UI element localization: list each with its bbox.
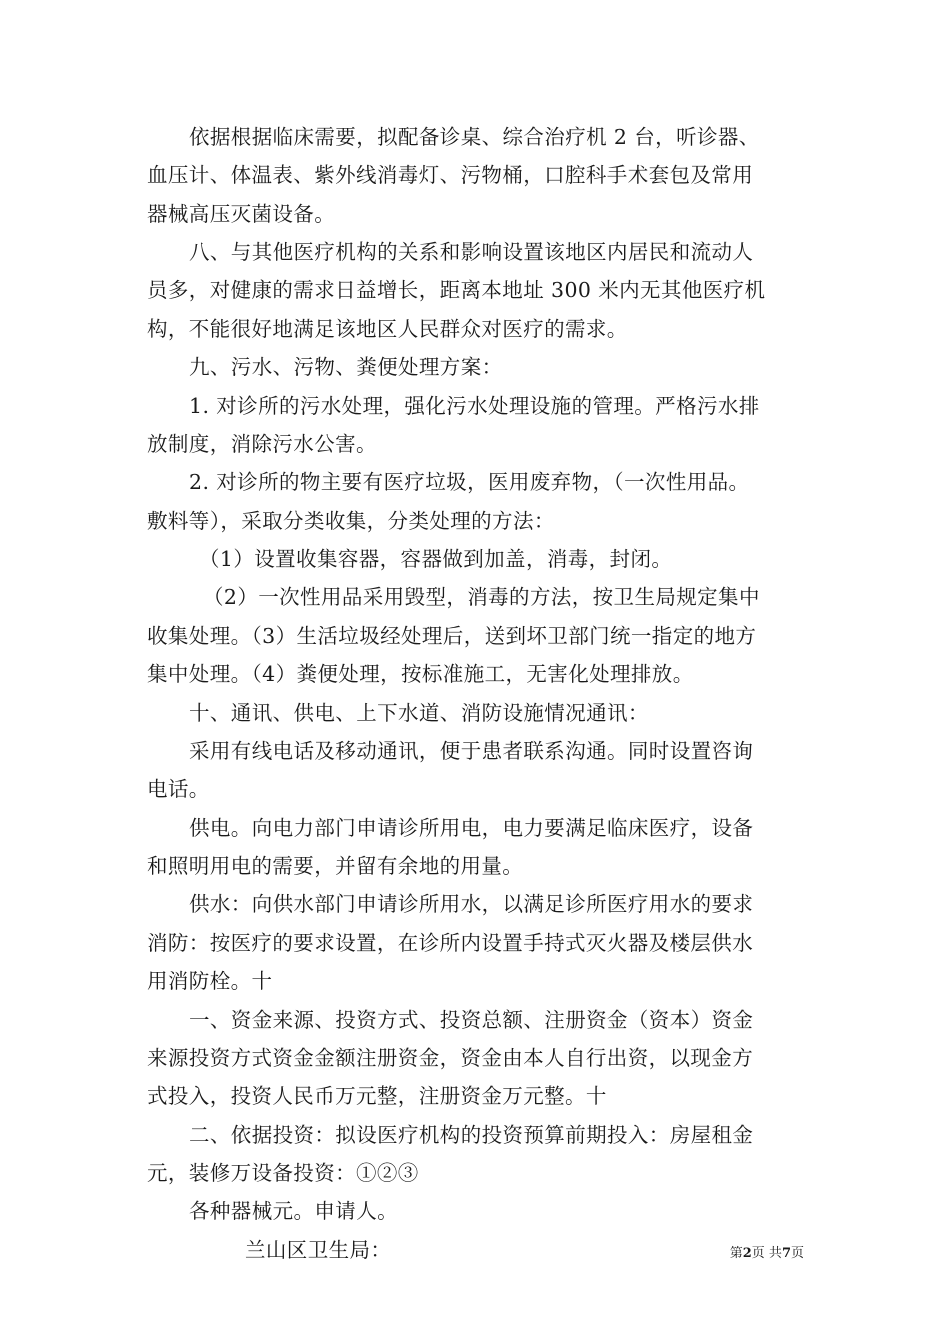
text-line: （2）一次性用品采用毁型，消毒的方法，按卫生局规定集中 bbox=[203, 585, 760, 609]
text-line: 集中处理。（4）粪便处理，按标准施工，无害化处理排放。 bbox=[147, 662, 694, 686]
footer-prefix: 第 bbox=[729, 1246, 743, 1261]
text-line: 1. 对诊所的污水处理，强化污水处理设施的管理。严格污水排 bbox=[189, 394, 760, 418]
section-heading: 十、通讯、供电、上下水道、消防设施情况通讯： bbox=[189, 701, 649, 725]
text-line: 放制度，消除污水公害。 bbox=[147, 432, 377, 456]
section-heading: 九、污水、污物、粪便处理方案： bbox=[189, 355, 503, 379]
text-line: 八、与其他医疗机构的关系和影响设置该地区内居民和流动人 bbox=[189, 240, 754, 264]
text-line: 用消防栓。十 bbox=[147, 969, 273, 993]
footer-middle: 页 共 bbox=[751, 1246, 782, 1261]
footer-total-pages: 7 bbox=[781, 1246, 791, 1261]
text-line: 元，装修万设备投资：①②③ bbox=[147, 1161, 419, 1185]
text-line: 器械高压灭菌设备。 bbox=[147, 202, 336, 226]
page-footer bbox=[730, 1246, 804, 1262]
text-line: 供水：向供水部门申请诊所用水，以满足诊所医疗用水的要求 bbox=[189, 892, 754, 916]
text-line: 式投入，投资人民币万元整，注册资金万元整。十 bbox=[147, 1084, 607, 1108]
text-line: （1）设置收集容器，容器做到加盖，消毒，封闭。 bbox=[199, 547, 673, 571]
text-line: 采用有线电话及移动通讯，便于患者联系沟通。同时设置咨询 bbox=[189, 739, 754, 763]
text-line: 供电。向电力部门申请诊所用电，电力要满足临床医疗，设备 bbox=[189, 816, 754, 840]
text-line: 各种器械元。申请人。 bbox=[189, 1199, 398, 1223]
text-line: 来源投资方式资金金额注册资金，资金由本人自行出资，以现金方 bbox=[147, 1046, 754, 1070]
text-line: 和照明用电的需要，并留有余地的用量。 bbox=[147, 854, 524, 878]
text-line: 员多，对健康的需求日益增长，距离本地址 300 米内无其他医疗机 bbox=[147, 278, 766, 302]
text-line: 2. 对诊所的物主要有医疗垃圾，医用废弃物，（一次性用品。 bbox=[189, 470, 750, 494]
footer-suffix: 页 bbox=[790, 1246, 804, 1261]
text-line: 消防：按医疗的要求设置，在诊所内设置手持式灭火器及楼层供水 bbox=[147, 931, 754, 955]
footer-page-number: 2 bbox=[742, 1246, 752, 1261]
text-line: 血压计、体温表、紫外线消毒灯、污物桶，口腔科手术套包及常用 bbox=[147, 163, 754, 187]
text-line: 构，不能很好地满足该地区人民群众对医疗的需求。 bbox=[147, 317, 628, 341]
addressee-line: 兰山区卫生局： bbox=[245, 1238, 392, 1262]
text-line: 依据根据临床需要，拟配备诊桌、综合治疗机 2 台，听诊器、 bbox=[189, 125, 760, 149]
text-line: 收集处理。（3）生活垃圾经处理后，送到坏卫部门统一指定的地方 bbox=[147, 624, 757, 648]
text-line: 二、依据投资：拟设医疗机构的投资预算前期投入：房屋租金 bbox=[189, 1123, 754, 1147]
text-line: 电话。 bbox=[147, 777, 210, 801]
text-line: 一、资金来源、投资方式、投资总额、注册资金（资本）资金 bbox=[189, 1008, 754, 1032]
text-line: 敷料等），采取分类收集，分类处理的方法： bbox=[147, 509, 555, 533]
